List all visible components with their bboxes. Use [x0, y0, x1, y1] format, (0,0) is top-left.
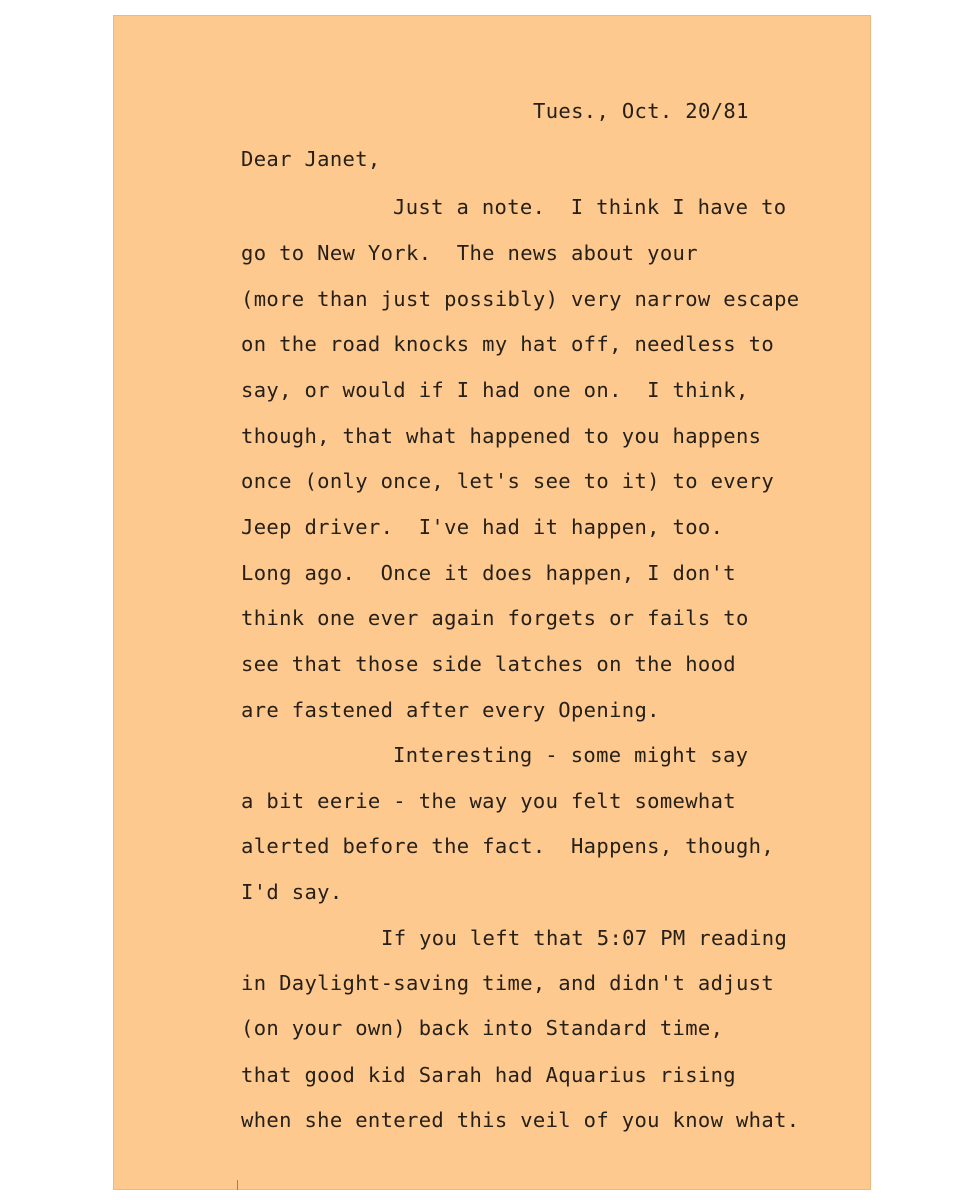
letter-line: that good kid Sarah had Aquarius rising: [241, 1063, 736, 1087]
letter-sheet: [113, 15, 871, 1190]
letter-line: I'd say.: [241, 880, 343, 904]
letter-line: Long ago. Once it does happen, I don't: [241, 561, 736, 585]
letter-line: see that those side latches on the hood: [241, 652, 736, 676]
letter-line: (more than just possibly) very narrow escape: [241, 287, 800, 311]
letter-line: though, that what happened to you happens: [241, 424, 762, 448]
letter-line: when she entered this veil of you know what.: [241, 1108, 800, 1132]
salutation: Dear Janet,: [241, 147, 381, 171]
letter-line: If you left that 5:07 PM reading: [381, 926, 788, 950]
letter-line: in Daylight-saving time, and didn't adjust: [241, 971, 775, 995]
letter-line: (on your own) back into Standard time,: [241, 1016, 724, 1040]
letter-line: Just a note. I think I have to: [393, 195, 787, 219]
letter-date: Tues., Oct. 20/81: [533, 99, 749, 123]
letter-line: once (only once, let's see to it) to every: [241, 469, 775, 493]
letter-line: a bit eerie - the way you felt somewhat: [241, 789, 736, 813]
paper-mark: [237, 1180, 238, 1190]
letter-line: say, or would if I had one on. I think,: [241, 378, 749, 402]
letter-line: think one ever again forgets or fails to: [241, 606, 749, 630]
letter-line: alerted before the fact. Happens, though,: [241, 834, 775, 858]
letter-line: Interesting - some might say: [393, 743, 749, 767]
letter-line: on the road knocks my hat off, needless to: [241, 332, 775, 356]
letter-line: go to New York. The news about your: [241, 241, 698, 265]
letter-line: Jeep driver. I've had it happen, too.: [241, 515, 724, 539]
letter-line: are fastened after every Opening.: [241, 698, 660, 722]
